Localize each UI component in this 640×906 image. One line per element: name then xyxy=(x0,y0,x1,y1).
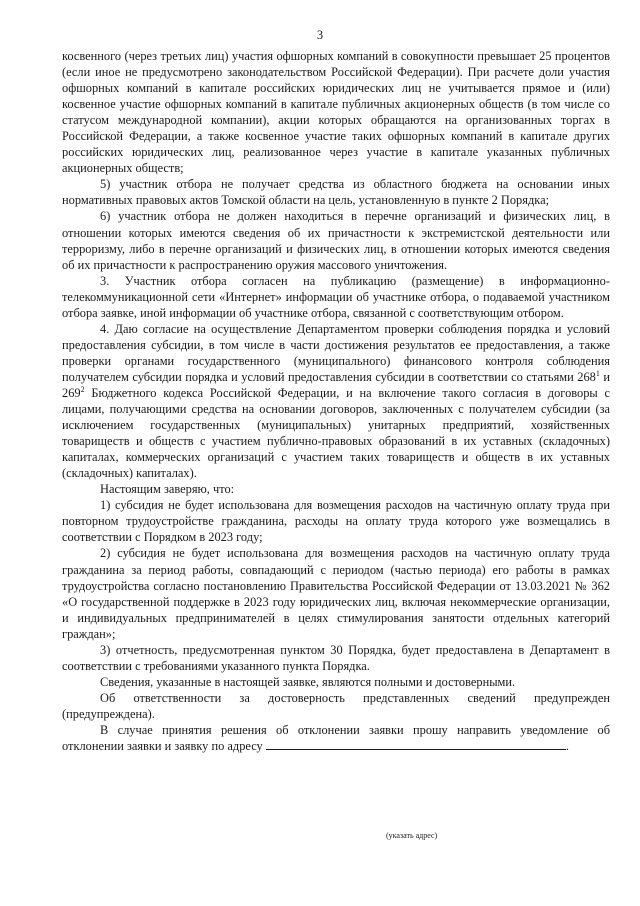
paragraph-assurance-1: 1) субсидия не будет использована для возмещения расходов на частичную оплату труда при повторном трудоустройстве гражданина, расходы на оплату труда которого уже возмещались в соответствии с Порядком в 2023 году; xyxy=(62,498,610,545)
paragraph-item-6-extremism-list: 6) участник отбора не должен находиться в перечне организаций и физических лиц, в отношении которых имеются сведения об их причастности к экстремистской деятельности или терроризму, либо в перечне организаций и физических лиц, в отношении которых имеются сведения об их причастности к распространению оружия массового уничтожения. xyxy=(62,209,610,272)
rejection-notice-end: . xyxy=(565,739,569,754)
paragraph-4-part-a: 4. Даю согласие на осуществление Департаментом проверки соблюдения порядка и условий предоставления субсидии, в том числе в части достижения результатов ее предоставления, а также проверки органами государственного (муниципального) финансового контроля соблюдения получателем субсидии порядка и условий предоставления субсидии в соответствии со статьями 268 xyxy=(62,321,610,384)
paragraph-4-part-b: и 269 xyxy=(62,369,610,400)
address-input-line[interactable] xyxy=(266,738,566,750)
address-field-hint: (указать адрес) xyxy=(386,831,438,840)
article-268-superscript: 1 xyxy=(595,368,600,378)
paragraph-offshore-participation: косвенного (через третьих лиц) участия офшорных компаний в совокупности превышает 25 процентов (если иное не предусмотрено законодательством Российской Федерации). При расчете доли участия офшорных компаний в капитале российских юридических лиц не учитывается прямое и (или) косвенное участие офшорных компаний в капитале публичных акционерных обществ (в том числе со статусом международной компании), акции которых обращаются на организованных торгах в Российской Федерации, а также косвенное участие таких офшорных компаний в капитале других российских юридических лиц, реализованное через участие в капитале указанных публичных акционерных обществ; xyxy=(62,49,610,176)
document-body xyxy=(62,48,610,754)
paragraph-4-audit-consent xyxy=(62,321,610,481)
paragraph-assurance-3: 3) отчетность, предусмотренная пунктом 30 Порядка, будет предоставлена в Департамент в соответствии с требованиями указанного пункта Порядка. xyxy=(62,642,610,673)
paragraph-liability-warning: Об ответственности за достоверность представленных сведений предупрежден (предупреждена). xyxy=(62,690,610,721)
paragraph-assurance-intro: Настоящим заверяю, что: xyxy=(100,482,235,497)
paragraph-rejection-notice-address xyxy=(62,722,610,754)
paragraph-completeness-statement: Сведения, указанные в настоящей заявке, являются полными и достоверными. xyxy=(100,674,516,689)
paragraph-3-publication-consent: 3. Участник отбора согласен на публикацию (размещение) в информационно-телекоммуникационной сети «Интернет» информации об участнике отбора, о подаваемой участником отбора заявке, иной информации об участнике отбора, связанной с соответствующим отбором. xyxy=(62,273,610,320)
paragraph-assurance-2: 2) субсидия не будет использована для возмещения расходов на частичную оплату труда гражданина за период работы, совпадающий с периодом (частью периода) его работы в рамках трудоустройства согласно постановлению Правительства Российской Федерации от 13.03.2021 № 362 «О государственной поддержке в 2023 году юридических лиц, включая некоммерческие организации, и индивидуальных предпринимателей в целях стимулирования занятости отдельных категорий граждан»; xyxy=(62,546,610,641)
paragraph-item-5-regional-budget: 5) участник отбора не получает средства из областного бюджета на основании иных нормативных правовых актов Томской области на цель, установленную в пункте 2 Порядка; xyxy=(62,177,610,208)
article-269-superscript: 2 xyxy=(80,384,85,394)
page-number: 3 xyxy=(316,28,324,42)
rejection-notice-text: В случае принятия решения об отклонении заявки прошу направить уведомление об отклонении заявки и заявку по адресу xyxy=(62,722,610,754)
paragraph-4-part-c: Бюджетного кодекса Российской Федерации, и на включение такого согласия в договоры с лицами, получающими средства на основании договоров, заключенных с получателем субсидии (за исключением государственных (муниципальных) унитарных предприятий, хозяйственных товариществ и обществ с участием публично-правовых образований в их уставных (складочных) капиталах, коммерческих организаций с участием таких товариществ и обществ в их уставных (складочных) капиталах). xyxy=(62,385,610,481)
